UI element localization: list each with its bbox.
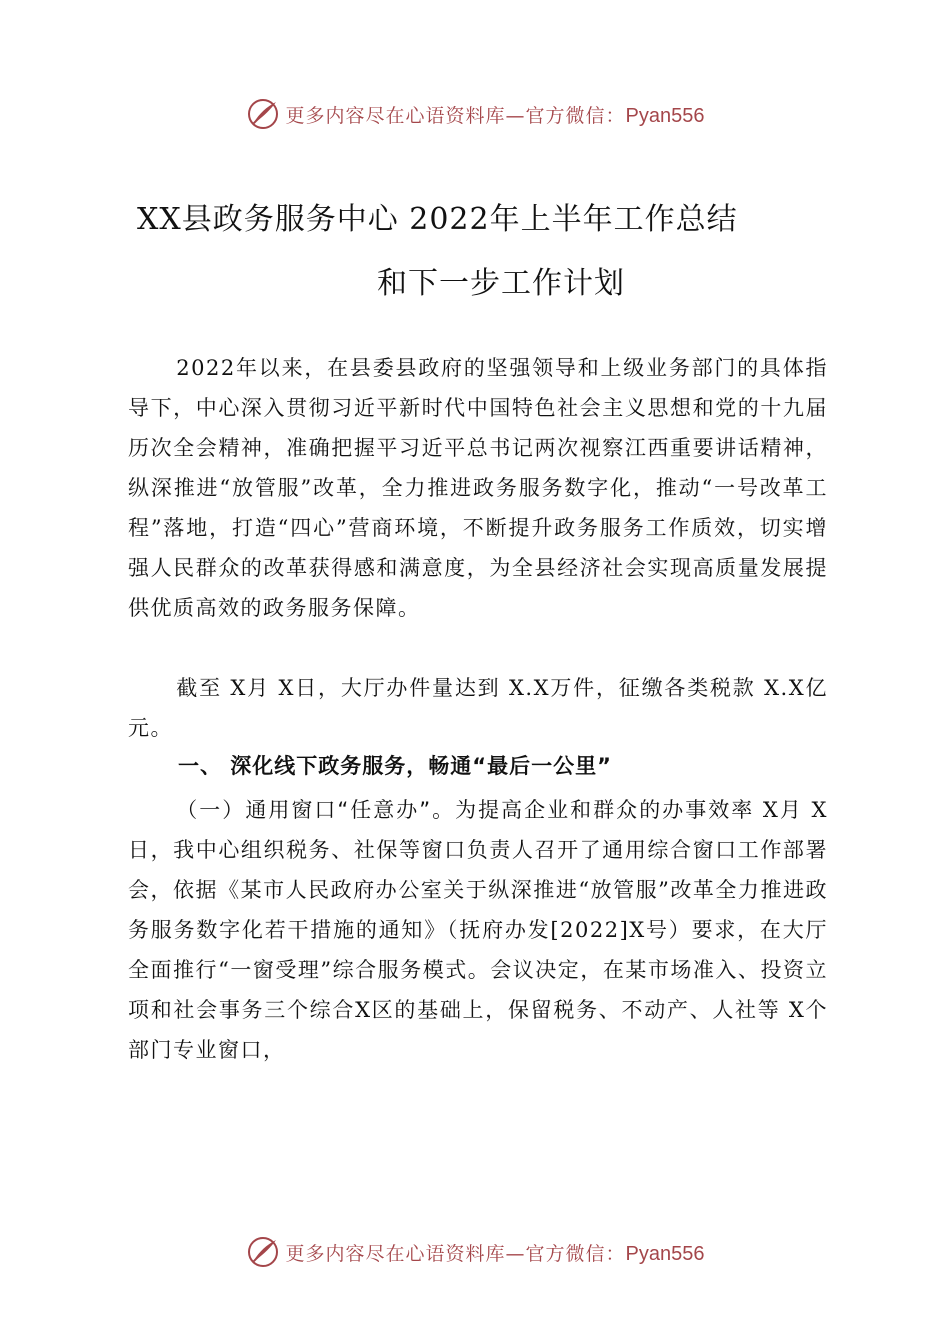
banner-text: 更多内容尽在心语资料库—官方微信：Pyan556 (285, 1242, 705, 1265)
quill-pen-logo-icon (246, 1235, 280, 1269)
section-1-text: 为提高企业和群众的办事效率 X月 X日，我中心组织税务、社保等窗口负责人召开了通用综合窗口工作部署会，依据《某市人民政府办公室关于纵深推进“放管服”改革全力推进政务服务数字化若干措施的通知》（抚府办发[2022]X号）要求，在大厅全面推行“一窗受理”综合服务模式。会议决定，在某市场准入、投资立项和社会事务三个综合X区的基础上，保留税务、不动产、人社等 X个部门专业窗口， (128, 798, 828, 1062)
footer-banner (0, 1230, 950, 1274)
subheading-1: （一）通用窗口“任意办”。 (176, 798, 456, 822)
section-heading-1: 一、 深化线下政务服务，畅通“最后一公里” (178, 754, 612, 778)
header-banner (0, 92, 950, 136)
statistics-paragraph: 截至 X月 X日，大厅办件量达到 X.X万件，征缴各类税款 X.X亿元。 (128, 676, 828, 740)
section-1-paragraph (128, 790, 828, 1070)
quill-pen-logo-icon (246, 97, 280, 131)
wechat-id: Pyan556 (625, 1242, 705, 1265)
intro-paragraph: 2022年以来，在县委县政府的坚强领导和上级业务部门的具体指导下，中心深入贯彻习近平新时代中国特色社会主义思想和党的十九届历次全会精神，准确把握平习近平总书记两次视察江西重要讲话精神，纵深推进“放管服”改革，全力推进政务服务数字化，推动“一号改革工程”落地，打造“四心”营商环境，不断提升政务服务工作质效，切实增强人民群众的改革获得感和满意度，为全县经济社会实现高质量发展提供优质高效的政务服务保障。 (128, 356, 828, 620)
wechat-id: Pyan556 (625, 104, 705, 127)
document-title-line2: 和下一步工作计划 (377, 266, 625, 301)
document-title-line1: XX县政务服务中心 2022年上半年工作总结 (137, 202, 738, 237)
banner-text: 更多内容尽在心语资料库—官方微信：Pyan556 (285, 104, 705, 127)
